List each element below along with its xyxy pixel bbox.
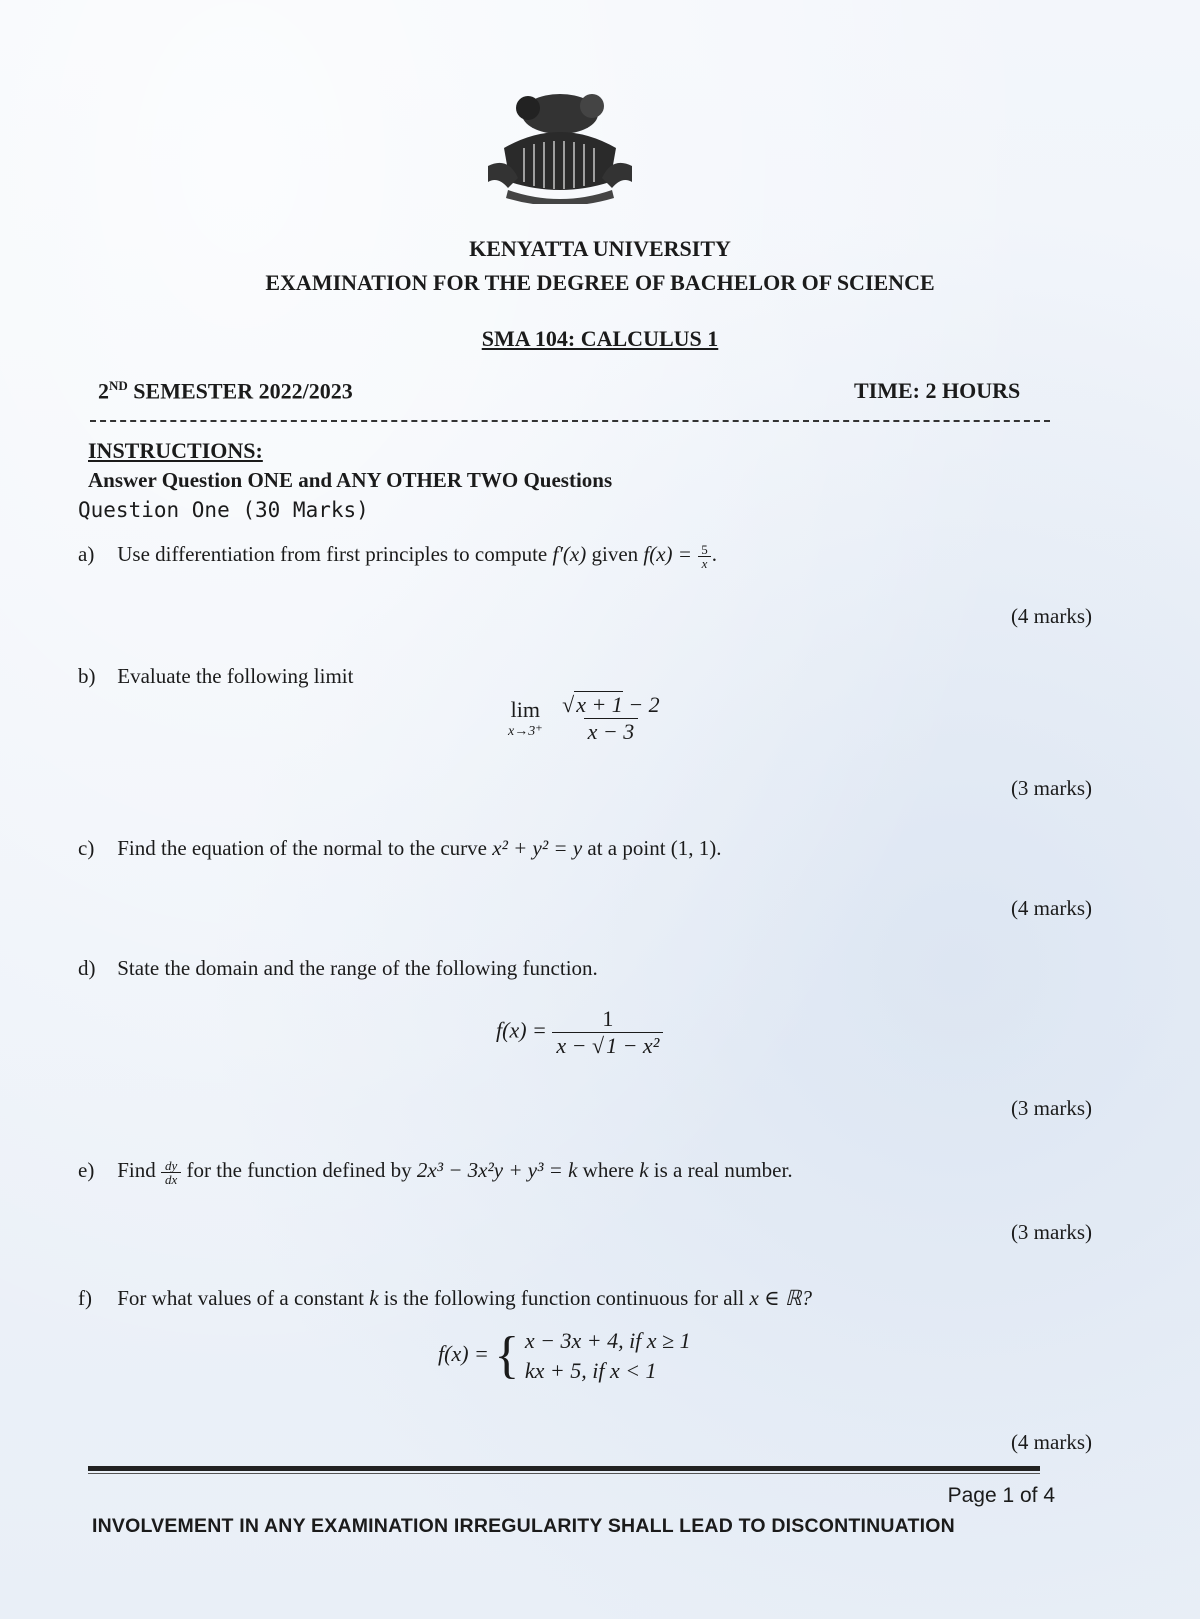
footer-divider-thin <box>88 1473 1040 1474</box>
semester-ordinal: 2 <box>98 378 109 404</box>
question-label: f) <box>78 1286 92 1310</box>
math-expression: f′(x) <box>552 542 587 566</box>
question-text-end: . <box>711 542 717 566</box>
instructions-text: Answer Question ONE and ANY OTHER TWO Questions <box>88 468 613 492</box>
function-d <box>496 1006 663 1059</box>
section-title: Question One (30 Marks) <box>78 498 369 522</box>
question-text: Find <box>117 1158 156 1182</box>
university-name: KENYATTA UNIVERSITY <box>469 236 731 261</box>
fraction-numerator: √x + 1 − 2 <box>562 692 660 717</box>
question-text: Use differentiation from first principles to compute <box>117 542 548 566</box>
fraction-denominator: dx <box>161 1172 181 1186</box>
marks-b: (3 marks) <box>1010 776 1092 800</box>
piecewise-function <box>438 1326 691 1386</box>
fraction-numerator: 5 <box>701 541 708 557</box>
question-label: b) <box>78 664 96 688</box>
brace-icon: { <box>494 1327 520 1384</box>
function-lhs: f(x) = <box>438 1341 489 1367</box>
math-expression: 2x³ − 3x²y + y³ = k <box>416 1158 578 1182</box>
fraction-denominator: x <box>698 556 712 570</box>
question-text: State the domain and the range of the following function. <box>117 956 598 980</box>
fraction-denominator: x − √1 − x² <box>552 1032 663 1059</box>
question-label: d) <box>78 956 96 980</box>
limit-expression <box>508 692 664 745</box>
semester-suffix: ND <box>109 378 128 393</box>
case-2: kx + 5, if x < 1 <box>524 1358 657 1383</box>
fraction <box>552 1006 663 1059</box>
question-text: Find the equation of the normal to the curve <box>117 836 487 860</box>
denominator-part: x − <box>556 1033 592 1058</box>
fraction <box>697 543 712 570</box>
question-text: is a real number. <box>653 1158 793 1182</box>
marks-c: (4 marks) <box>1010 896 1092 920</box>
question-text: for the function defined by <box>186 1158 412 1182</box>
fraction-numerator: dy <box>165 1157 178 1173</box>
course-title <box>0 326 1200 352</box>
math-expression: f(x) = <box>643 542 692 566</box>
semester <box>98 378 353 404</box>
limit-operator <box>508 697 543 740</box>
fraction-denominator: x − 3 <box>584 718 639 745</box>
semester-text: SEMESTER 2022/2023 <box>127 378 353 404</box>
fraction <box>161 1159 181 1186</box>
question-label: c) <box>78 836 95 860</box>
marks-f: (4 marks) <box>1010 1430 1092 1454</box>
fraction-numerator: 1 <box>602 1006 614 1031</box>
university-crest-icon <box>478 86 642 204</box>
footer-warning: INVOLVEMENT IN ANY EXAMINATION IRREGULARITY SHALL LEAD TO DISCONTINUATION <box>92 1515 955 1537</box>
math-expression: k <box>639 1158 649 1182</box>
numerator-rest: − 2 <box>622 692 660 717</box>
page-number: Page 1 of 4 <box>947 1484 1055 1507</box>
marks-a: (4 marks) <box>1010 604 1092 628</box>
math-expression: k <box>369 1286 379 1310</box>
exam-duration: TIME: 2 HOURS <box>854 378 1021 403</box>
question-f <box>78 1286 812 1311</box>
question-text: is the following function continuous for all <box>383 1286 745 1310</box>
fraction <box>558 692 664 745</box>
lim-subscript: x→3⁺ <box>508 724 543 739</box>
question-text: given <box>591 542 639 566</box>
exam-title: EXAMINATION FOR THE DEGREE OF BACHELOR OF SCIENCE <box>265 270 935 295</box>
math-expression: x ∈ ℝ? <box>749 1286 812 1310</box>
piecewise-cases <box>525 1326 691 1386</box>
question-text: where <box>582 1158 634 1182</box>
course-title-text: SMA 104: CALCULUS 1 <box>481 326 719 351</box>
question-text-end: at a point (1, 1). <box>587 836 722 860</box>
question-label: e) <box>78 1158 95 1182</box>
math-expression: x² + y² = y <box>492 836 583 860</box>
function-lhs: f(x) = <box>496 1017 547 1043</box>
marks-e: (3 marks) <box>1010 1220 1092 1244</box>
question-text: For what values of a constant <box>117 1286 364 1310</box>
question-c <box>78 836 722 861</box>
footer-divider <box>88 1466 1040 1471</box>
question-a <box>78 542 717 570</box>
marks-d: (3 marks) <box>1010 1096 1092 1120</box>
instructions-heading: INSTRUCTIONS: <box>88 438 263 463</box>
lim-text: lim <box>510 697 540 722</box>
question-label: a) <box>78 542 95 566</box>
question-d <box>78 956 598 981</box>
question-e <box>78 1158 793 1186</box>
sqrt-radicand: 1 − x² <box>606 1033 660 1058</box>
question-text: Evaluate the following limit <box>117 664 354 688</box>
header-divider <box>90 420 1050 422</box>
case-1: x − 3x + 4, if x ≥ 1 <box>524 1328 691 1353</box>
question-b <box>78 664 353 689</box>
sqrt-radicand: x + 1 <box>576 692 623 717</box>
